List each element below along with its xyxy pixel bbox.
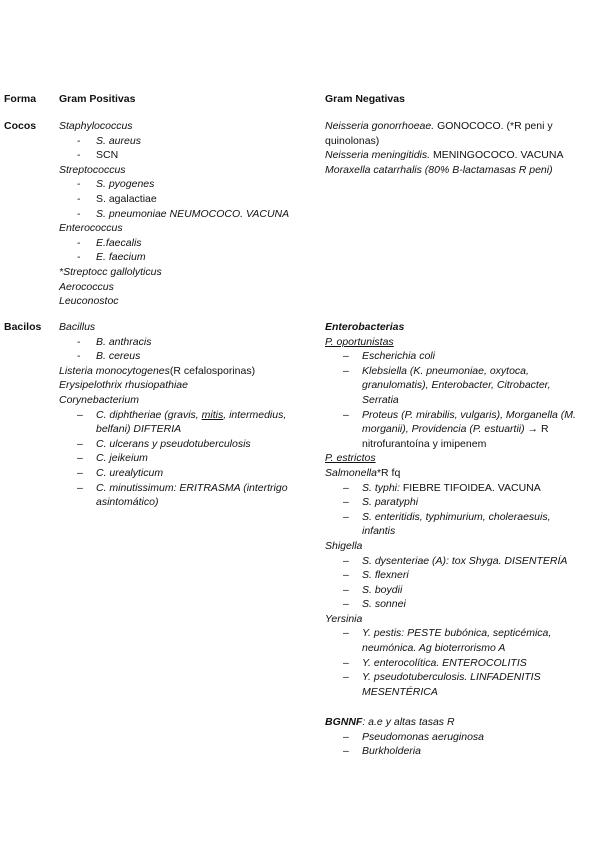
group-enterobacterias: Enterobacterias [325,321,405,333]
genus-yersinia: Yersinia [325,612,363,625]
bacilos-gram-positive-cell [59,320,314,510]
list-item: – S. paratyphi [343,496,419,509]
list-item: – Klebsiella (K. pneumoniae, oxytoca, granulomatis), Enterobacter, Citrobacter, Serratia [343,364,551,406]
list-item: – Y. pseudotuberculosis. LINFADENITIS MESENTÉRICA [343,671,541,698]
row-label-cocos: Cocos [4,120,37,132]
genus-leuconostoc: Leuconostoc [59,295,119,308]
header-gram-negativas: Gram Negativas [325,93,405,105]
list-item: – Y. pestis: PESTE bubónica, septicémica, neumónica. Ag bioterrorismo A [343,627,552,655]
row-label-bacilos: Bacilos [4,321,42,333]
header-forma: Forma [4,93,37,105]
list-item: - E.faecalis [77,236,142,249]
genus-enterococcus: Enterococcus [59,222,123,235]
list-item: – C. minutissimum: ERITRASMA (intertrigo asintomático) [77,481,288,509]
bgnnf-section [325,715,593,759]
list-item: – S. dysenteriae (A): tox Shyga. DISENTERÍA [343,554,568,567]
list-item: – Burkholderia [343,745,421,758]
list-item: – C. jeikeium [77,452,148,465]
cocos-gram-negative-cell [325,119,593,177]
subgroup-estrictos: P. estrictos [325,452,376,465]
genus-erysipelothrix: Erysipelothrix rhusiopathiae [59,379,188,392]
list-item: – S. enteritidis, typhimurium, choleraesuis, infantis [343,510,551,538]
list-item: – C. urealyticum [77,466,164,479]
list-item: - B. cereus [77,350,141,363]
genus-salmonella: Salmonella*R fq [325,466,401,479]
genus-shigella: Shigella [325,539,363,552]
list-item: – S. flexneri [343,569,409,582]
group-bgnnf: BGNNF: a.e y altas tasas R [325,716,455,728]
neisseria-gonorrhoeae: Neisseria gonorrhoeae. GONOCOCO. (*R peni y quinolonas) [325,120,553,147]
list-item: – C. diphtheriae (gravis, mitis, intermedius, belfani) DIFTERIA [77,408,287,436]
bacilos-gram-negative-cell [325,320,593,699]
list-item: - SCN [77,149,119,162]
header-gram-positivas: Gram Positivas [59,93,136,105]
genus-gallolyticus: *Streptocc gallolyticus [59,265,162,278]
subgroup-oportunistas: P. oportunistas [325,335,394,348]
list-item: - B. anthracis [77,335,152,348]
list-item: - S. pyogenes [77,178,155,191]
genus-corynebacterium: Corynebacterium [59,393,139,406]
list-item: – Pseudomonas aeruginosa [343,730,485,743]
listeria-monocytogenes: Listeria monocytogenes(R cefalosporinas) [59,364,256,377]
genus-streptococcus: Streptococcus [59,163,126,176]
genus-bacillus: Bacillus [59,321,96,333]
list-item: - S. pneumoniae NEUMOCOCO. VACUNA [77,207,290,220]
list-item: – C. ulcerans y pseudotuberculosis [77,437,251,450]
list-item: – Escherichia coli [343,350,435,363]
genus-staphylococcus: Staphylococcus [59,120,133,132]
list-item: – Y. enterocolítica. ENTEROCOLITIS [343,656,527,669]
genus-aerococcus: Aerococcus [59,280,114,293]
cocos-gram-positive-cell [59,119,314,309]
list-item: – S. boydii [343,583,403,596]
list-item: – S. typhi: FIEBRE TIFOIDEA. VACUNA [343,481,541,494]
list-item: - E. faecium [77,251,146,264]
list-item: – Proteus (P. mirabilis, vulgaris), Morganella (M. morganii), Providencia (P. estuartii) → R nitrofurantoína y imipenem [343,408,576,450]
list-item: – S. sonnei [343,598,406,611]
list-item: - S. agalactiae [77,192,157,205]
neisseria-meningitidis: Neisseria meningitidis. MENINGOCOCO. VACUNA [325,149,564,162]
moraxella-catarrhalis: Moraxella catarrhalis (80% B-lactamasas R peni) [325,163,553,176]
list-item: - S. aureus [77,134,141,147]
